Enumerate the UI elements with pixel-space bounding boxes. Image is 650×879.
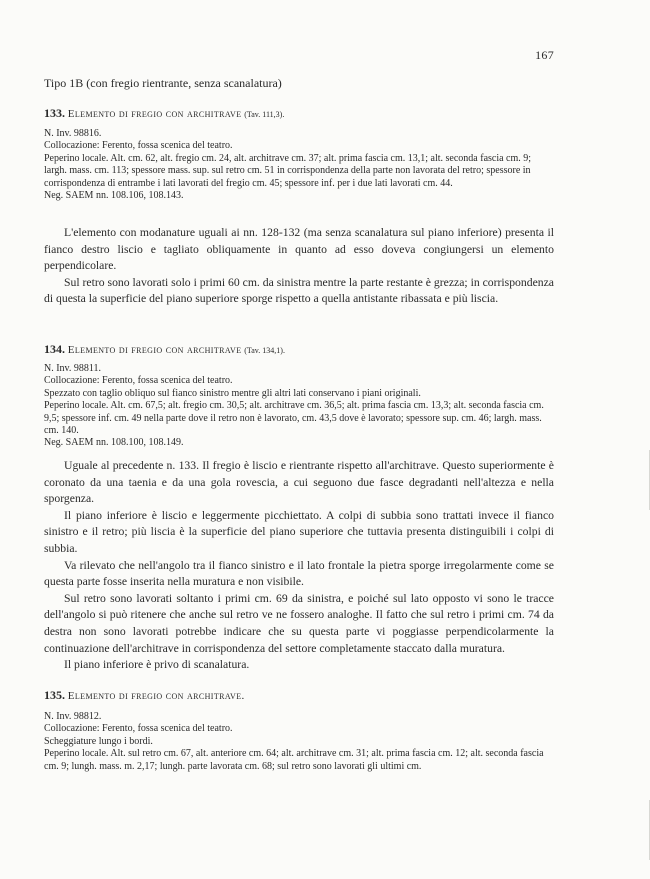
plate-reference: (Tav. 111,3). <box>244 110 285 119</box>
entry-metadata <box>44 363 554 450</box>
entry-heading <box>44 342 554 357</box>
entry-title: Elemento di fregio con architrave <box>67 344 242 356</box>
location-line: Collocazione: Ferento, fossa scenica del teatro. <box>44 723 233 735</box>
location-line: Collocazione: Ferento, fossa scenica del teatro. <box>44 375 233 387</box>
description-paragraph: Il piano inferiore è privo di scanalatura. <box>64 658 250 672</box>
section-heading: Tipo 1B (con fregio rientrante, senza scanalatura) <box>44 76 282 90</box>
entry-description <box>44 225 554 308</box>
entry-heading <box>44 688 554 703</box>
entry-number: 133. <box>44 106 65 120</box>
entry-metadata <box>44 128 554 202</box>
condition-line: Spezzato con taglio obliquo sul fianco sinistro mentre gli altri lati conservano i piani originali. <box>44 387 421 399</box>
description-paragraph: L'elemento con modanature uguali ai nn. 128-132 (ma senza scanalatura sul piano inferiore) presenta il fianco destro liscio e tagliato obliquamente in quanto ad esso doveva congiungersi un elemento perpendicolare. <box>44 226 554 273</box>
plate-reference: (Tav. 134,1). <box>244 346 285 355</box>
measurements-line: Peperino locale. Alt. sul retro cm. 67, alt. anteriore cm. 64; alt. architrave cm. 31; alt. prima fascia cm. 12; alt. seconda fascia cm. 9; lungh. mass. m. 2,17; lungh. parte lavorata cm. 68; sul retro sono lavorati gli ultimi cm. <box>44 748 544 772</box>
entry-title: Elemento di fregio con architrave. <box>67 690 245 702</box>
inventory-number: N. Inv. 98811. <box>44 363 102 374</box>
entry-description <box>44 458 554 674</box>
entry-number: 134. <box>44 342 65 356</box>
inventory-number: N. Inv. 98812. <box>44 711 102 722</box>
page-number: 167 <box>535 48 554 62</box>
measurements-line: Peperino locale. Alt. cm. 62, alt. fregio cm. 24, alt. architrave cm. 37; alt. prima fascia cm. 13,1; alt. seconda fascia cm. 9; largh. mass. cm. 113; spessore mass. sup. sul retro cm. 51 in corrispondenza della parte non lavorata del retro; spessore in corrispondenza di entrambe i lati lavorati del fregio cm. 45; spessore inf. per i due lati lavorati cm. 44. <box>44 152 532 189</box>
inventory-number: N. Inv. 98816. <box>44 128 102 139</box>
condition-line: Scheggiature lungo i bordi. <box>44 735 153 747</box>
description-paragraph: Il piano inferiore è liscio e leggermente picchiettato. A colpi di subbia sono trattati invece il fianco sinistro e il retro; più liscia è la superficie del piano superiore che tuttavia presenta distinguibili i colpi di subbia. <box>44 508 554 555</box>
description-paragraph: Sul retro sono lavorati soltanto i primi cm. 69 da sinistra, e poiché sul lato opposto vi sono le tracce dell'angolo si può ritenere che anche sul retro ve ne fossero analoghe. Il fatto che sul retro i primi cm. 74 da destra non sono lavorati potrebbe indicare che su questa parte vi poggiasse perpendicolarmente la continuazione dell'architrave in corrispondenza del settore completamente staccato dalla muratura. <box>44 591 554 655</box>
description-paragraph: Uguale al precedente n. 133. Il fregio è liscio e rientrante rispetto all'architrave. Questo superiormente è coronato da una taenia e da una gola rovescia, a cui seguono due fasce degradanti nell'altezza e nella sporgenza. <box>44 459 554 506</box>
entry-title: Elemento di fregio con architrave <box>67 108 242 120</box>
entry-heading <box>44 106 554 121</box>
negative-numbers: Neg. SAEM nn. 108.106, 108.143. <box>44 190 184 202</box>
measurements-line: Peperino locale. Alt. cm. 67,5; alt. fregio cm. 30,5; alt. architrave cm. 36,5; alt. prima fascia cm. 13,3; alt. seconda fascia cm. 9,5; spessore inf. cm. 49 nella parte dove il retro non è lavorato, cm. 43,5 dove è lavorato; spessore sup. cm. 46; largh. mass. cm. 140. <box>44 400 544 437</box>
negative-numbers: Neg. SAEM nn. 108.100, 108.149. <box>44 437 184 449</box>
location-line: Collocazione: Ferento, fossa scenica del teatro. <box>44 140 233 152</box>
entry-metadata <box>44 711 554 773</box>
entry-number: 135. <box>44 688 65 702</box>
description-paragraph: Sul retro sono lavorati solo i primi 60 cm. da sinistra mentre la parte restante è grezza; in corrispondenza di questa la superficie del piano superiore sporge rispetto a quella antistante ribassata e più liscia. <box>44 275 554 306</box>
description-paragraph: Va rilevato che nell'angolo tra il fianco sinistro e il lato frontale la pietra sporge irregolarmente come se questa parte fosse inserita nella muratura e non visibile. <box>44 558 554 589</box>
